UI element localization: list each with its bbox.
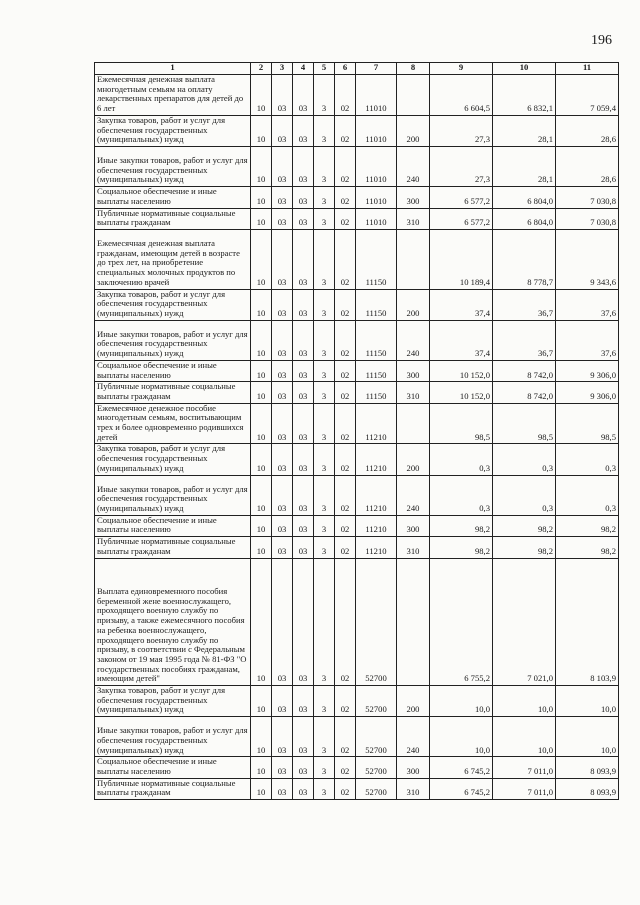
amount-year2-cell: 6 804,0 — [493, 208, 556, 229]
event-code-cell: 02 — [335, 403, 356, 444]
program-code-cell: 03 — [293, 558, 314, 686]
event-code-cell: 02 — [335, 686, 356, 717]
amount-year1-cell: 98,2 — [430, 515, 493, 536]
section-code-cell: 10 — [251, 208, 272, 229]
section-code-cell: 10 — [251, 475, 272, 515]
amount-year2-cell: 6 804,0 — [493, 187, 556, 208]
row-name-cell: Ежемесячная денежная выплата гражданам, имеющим детей в возрасте до трех лет, на приобретение специальных молочных продуктов по заключению врачей — [95, 229, 251, 289]
subprogram-code-cell: 3 — [314, 475, 335, 515]
amount-year2-cell: 98,2 — [493, 515, 556, 536]
amount-year1-cell: 27,3 — [430, 146, 493, 186]
subsection-code-cell: 03 — [272, 208, 293, 229]
event-code-cell: 02 — [335, 289, 356, 320]
amount-year3-cell: 0,3 — [556, 444, 619, 475]
subprogram-code-cell: 3 — [314, 515, 335, 536]
section-code-cell: 10 — [251, 360, 272, 381]
amount-year3-cell: 10,0 — [556, 686, 619, 717]
subsection-code-cell: 03 — [272, 757, 293, 778]
amount-year3-cell: 10,0 — [556, 717, 619, 757]
subprogram-code-cell: 3 — [314, 444, 335, 475]
target-code-cell: 11150 — [356, 320, 397, 360]
subprogram-code-cell: 3 — [314, 403, 335, 444]
header-cell: 4 — [293, 63, 314, 75]
row-name-cell: Иные закупки товаров, работ и услуг для обеспечения государственных (муниципальных) нужд — [95, 717, 251, 757]
header-cell: 7 — [356, 63, 397, 75]
subsection-code-cell: 03 — [272, 229, 293, 289]
amount-year2-cell: 8 742,0 — [493, 382, 556, 403]
amount-year3-cell: 7 059,4 — [556, 75, 619, 116]
amount-year1-cell: 6 604,5 — [430, 75, 493, 116]
target-code-cell: 52700 — [356, 757, 397, 778]
table-row — [95, 382, 619, 403]
page-number: 196 — [591, 33, 612, 48]
row-name-cell: Публичные нормативные социальные выплаты гражданам — [95, 778, 251, 799]
subsection-code-cell: 03 — [272, 403, 293, 444]
table-row — [95, 537, 619, 558]
subprogram-code-cell: 3 — [314, 360, 335, 381]
expense-type-cell: 200 — [397, 115, 430, 146]
amount-year3-cell: 28,6 — [556, 115, 619, 146]
target-code-cell: 11150 — [356, 360, 397, 381]
expense-type-cell — [397, 403, 430, 444]
event-code-cell: 02 — [335, 320, 356, 360]
target-code-cell: 52700 — [356, 778, 397, 799]
table-row — [95, 360, 619, 381]
amount-year3-cell: 98,2 — [556, 515, 619, 536]
header-cell: 10 — [493, 63, 556, 75]
subprogram-code-cell: 3 — [314, 778, 335, 799]
subprogram-code-cell: 3 — [314, 686, 335, 717]
subsection-code-cell: 03 — [272, 382, 293, 403]
event-code-cell: 02 — [335, 778, 356, 799]
section-code-cell: 10 — [251, 229, 272, 289]
amount-year2-cell: 7 011,0 — [493, 757, 556, 778]
subprogram-code-cell: 3 — [314, 320, 335, 360]
table-body — [95, 75, 619, 800]
amount-year1-cell: 10 152,0 — [430, 382, 493, 403]
table-row — [95, 558, 619, 686]
table-row — [95, 289, 619, 320]
row-name-cell: Выплата единовременного пособия беременной жене военнослужащего, проходящего военную службу по призыву, а также ежемесячного пособия на ребенка военнослужащего, проходящего военную службу по призыву, в соответствии с Федеральным законом от 19 мая 1995 года № 81-ФЗ "О государственных пособиях гражданам, имеющим детей" — [95, 558, 251, 686]
amount-year2-cell: 8 778,7 — [493, 229, 556, 289]
amount-year2-cell: 8 742,0 — [493, 360, 556, 381]
subprogram-code-cell: 3 — [314, 537, 335, 558]
event-code-cell: 02 — [335, 558, 356, 686]
subprogram-code-cell: 3 — [314, 558, 335, 686]
amount-year2-cell: 0,3 — [493, 444, 556, 475]
section-code-cell: 10 — [251, 444, 272, 475]
amount-year2-cell: 6 832,1 — [493, 75, 556, 116]
amount-year2-cell: 28,1 — [493, 115, 556, 146]
section-code-cell: 10 — [251, 515, 272, 536]
event-code-cell: 02 — [335, 717, 356, 757]
target-code-cell: 11010 — [356, 146, 397, 186]
amount-year1-cell: 10 152,0 — [430, 360, 493, 381]
table-row — [95, 115, 619, 146]
target-code-cell: 52700 — [356, 558, 397, 686]
event-code-cell: 02 — [335, 382, 356, 403]
table-row — [95, 515, 619, 536]
expense-type-cell — [397, 558, 430, 686]
table-row — [95, 686, 619, 717]
event-code-cell: 02 — [335, 75, 356, 116]
target-code-cell: 52700 — [356, 717, 397, 757]
subprogram-code-cell: 3 — [314, 146, 335, 186]
program-code-cell: 03 — [293, 115, 314, 146]
target-code-cell: 11010 — [356, 187, 397, 208]
row-name-cell: Публичные нормативные социальные выплаты гражданам — [95, 208, 251, 229]
subprogram-code-cell: 3 — [314, 229, 335, 289]
subsection-code-cell: 03 — [272, 360, 293, 381]
row-name-cell: Иные закупки товаров, работ и услуг для обеспечения государственных (муниципальных) нужд — [95, 146, 251, 186]
table-row — [95, 403, 619, 444]
header-cell: 8 — [397, 63, 430, 75]
program-code-cell: 03 — [293, 208, 314, 229]
section-code-cell: 10 — [251, 757, 272, 778]
program-code-cell: 03 — [293, 537, 314, 558]
row-name-cell: Социальное обеспечение и иные выплаты населению — [95, 360, 251, 381]
amount-year3-cell: 37,6 — [556, 289, 619, 320]
expense-type-cell: 200 — [397, 444, 430, 475]
amount-year3-cell: 8 103,9 — [556, 558, 619, 686]
expense-type-cell: 310 — [397, 537, 430, 558]
table-row — [95, 320, 619, 360]
program-code-cell: 03 — [293, 75, 314, 116]
subsection-code-cell: 03 — [272, 686, 293, 717]
expense-type-cell — [397, 229, 430, 289]
subprogram-code-cell: 3 — [314, 382, 335, 403]
amount-year1-cell: 98,5 — [430, 403, 493, 444]
amount-year1-cell: 37,4 — [430, 289, 493, 320]
section-code-cell: 10 — [251, 320, 272, 360]
row-name-cell: Закупка товаров, работ и услуг для обеспечения государственных (муниципальных) нужд — [95, 289, 251, 320]
table-row — [95, 146, 619, 186]
amount-year1-cell: 6 745,2 — [430, 757, 493, 778]
expense-type-cell: 300 — [397, 187, 430, 208]
target-code-cell: 52700 — [356, 686, 397, 717]
amount-year1-cell: 6 755,2 — [430, 558, 493, 686]
subsection-code-cell: 03 — [272, 289, 293, 320]
subprogram-code-cell: 3 — [314, 115, 335, 146]
amount-year2-cell: 10,0 — [493, 686, 556, 717]
section-code-cell: 10 — [251, 717, 272, 757]
row-name-cell: Закупка товаров, работ и услуг для обеспечения государственных (муниципальных) нужд — [95, 686, 251, 717]
header-cell: 5 — [314, 63, 335, 75]
program-code-cell: 03 — [293, 515, 314, 536]
amount-year2-cell: 7 021,0 — [493, 558, 556, 686]
event-code-cell: 02 — [335, 515, 356, 536]
amount-year1-cell: 0,3 — [430, 475, 493, 515]
expense-type-cell: 200 — [397, 686, 430, 717]
event-code-cell: 02 — [335, 475, 356, 515]
target-code-cell: 11210 — [356, 403, 397, 444]
row-name-cell: Ежемесячное денежное пособие многодетным семьям, воспитывающим трех и более одновременно родившихся детей — [95, 403, 251, 444]
row-name-cell: Закупка товаров, работ и услуг для обеспечения государственных (муниципальных) нужд — [95, 115, 251, 146]
row-name-cell: Публичные нормативные социальные выплаты гражданам — [95, 382, 251, 403]
expense-type-cell: 200 — [397, 289, 430, 320]
program-code-cell: 03 — [293, 686, 314, 717]
subsection-code-cell: 03 — [272, 778, 293, 799]
expense-type-cell: 310 — [397, 382, 430, 403]
amount-year3-cell: 9 306,0 — [556, 360, 619, 381]
subsection-code-cell: 03 — [272, 515, 293, 536]
subprogram-code-cell: 3 — [314, 289, 335, 320]
row-name-cell: Иные закупки товаров, работ и услуг для обеспечения государственных (муниципальных) нужд — [95, 475, 251, 515]
row-name-cell: Ежемесячная денежная выплата многодетным семьям на оплату лекарственных препаратов для детей до 6 лет — [95, 75, 251, 116]
row-name-cell: Социальное обеспечение и иные выплаты населению — [95, 757, 251, 778]
header-cell: 11 — [556, 63, 619, 75]
expense-type-cell: 240 — [397, 475, 430, 515]
subsection-code-cell: 03 — [272, 558, 293, 686]
table-row — [95, 75, 619, 116]
row-name-cell: Публичные нормативные социальные выплаты гражданам — [95, 537, 251, 558]
amount-year1-cell: 27,3 — [430, 115, 493, 146]
target-code-cell: 11010 — [356, 115, 397, 146]
target-code-cell: 11150 — [356, 229, 397, 289]
header-cell: 6 — [335, 63, 356, 75]
program-code-cell: 03 — [293, 320, 314, 360]
amount-year3-cell: 8 093,9 — [556, 757, 619, 778]
subprogram-code-cell: 3 — [314, 208, 335, 229]
subsection-code-cell: 03 — [272, 115, 293, 146]
program-code-cell: 03 — [293, 360, 314, 381]
expense-type-cell: 240 — [397, 146, 430, 186]
program-code-cell: 03 — [293, 403, 314, 444]
target-code-cell: 11210 — [356, 475, 397, 515]
program-code-cell: 03 — [293, 146, 314, 186]
amount-year2-cell: 98,5 — [493, 403, 556, 444]
event-code-cell: 02 — [335, 537, 356, 558]
expense-type-cell: 300 — [397, 515, 430, 536]
program-code-cell: 03 — [293, 382, 314, 403]
event-code-cell: 02 — [335, 115, 356, 146]
amount-year2-cell: 98,2 — [493, 537, 556, 558]
table-row — [95, 717, 619, 757]
target-code-cell: 11210 — [356, 515, 397, 536]
event-code-cell: 02 — [335, 444, 356, 475]
expense-type-cell: 300 — [397, 360, 430, 381]
subprogram-code-cell: 3 — [314, 757, 335, 778]
amount-year2-cell: 10,0 — [493, 717, 556, 757]
amount-year1-cell: 98,2 — [430, 537, 493, 558]
amount-year1-cell: 10 189,4 — [430, 229, 493, 289]
header-cell: 9 — [430, 63, 493, 75]
header-cell: 2 — [251, 63, 272, 75]
section-code-cell: 10 — [251, 115, 272, 146]
amount-year3-cell: 0,3 — [556, 475, 619, 515]
amount-year3-cell: 98,2 — [556, 537, 619, 558]
subsection-code-cell: 03 — [272, 537, 293, 558]
event-code-cell: 02 — [335, 360, 356, 381]
table-row — [95, 778, 619, 799]
target-code-cell: 11210 — [356, 537, 397, 558]
row-name-cell: Иные закупки товаров, работ и услуг для обеспечения государственных (муниципальных) нужд — [95, 320, 251, 360]
subsection-code-cell: 03 — [272, 187, 293, 208]
program-code-cell: 03 — [293, 778, 314, 799]
section-code-cell: 10 — [251, 75, 272, 116]
target-code-cell: 11210 — [356, 444, 397, 475]
section-code-cell: 10 — [251, 187, 272, 208]
event-code-cell: 02 — [335, 187, 356, 208]
amount-year3-cell: 8 093,9 — [556, 778, 619, 799]
amount-year2-cell: 36,7 — [493, 289, 556, 320]
subsection-code-cell: 03 — [272, 444, 293, 475]
section-code-cell: 10 — [251, 382, 272, 403]
section-code-cell: 10 — [251, 289, 272, 320]
amount-year3-cell: 37,6 — [556, 320, 619, 360]
subsection-code-cell: 03 — [272, 717, 293, 757]
target-code-cell: 11010 — [356, 208, 397, 229]
amount-year3-cell: 9 306,0 — [556, 382, 619, 403]
section-code-cell: 10 — [251, 558, 272, 686]
budget-table — [94, 62, 619, 800]
program-code-cell: 03 — [293, 289, 314, 320]
table-row — [95, 444, 619, 475]
table-row — [95, 757, 619, 778]
subsection-code-cell: 03 — [272, 75, 293, 116]
event-code-cell: 02 — [335, 146, 356, 186]
event-code-cell: 02 — [335, 757, 356, 778]
header-row — [95, 63, 619, 75]
target-code-cell: 11150 — [356, 289, 397, 320]
program-code-cell: 03 — [293, 717, 314, 757]
row-name-cell: Социальное обеспечение и иные выплаты населению — [95, 515, 251, 536]
table-row — [95, 187, 619, 208]
expense-type-cell: 310 — [397, 208, 430, 229]
amount-year3-cell: 9 343,6 — [556, 229, 619, 289]
program-code-cell: 03 — [293, 475, 314, 515]
target-code-cell: 11010 — [356, 75, 397, 116]
target-code-cell: 11150 — [356, 382, 397, 403]
amount-year1-cell: 37,4 — [430, 320, 493, 360]
program-code-cell: 03 — [293, 187, 314, 208]
expense-type-cell: 240 — [397, 717, 430, 757]
amount-year1-cell: 10,0 — [430, 717, 493, 757]
event-code-cell: 02 — [335, 208, 356, 229]
expense-type-cell: 240 — [397, 320, 430, 360]
section-code-cell: 10 — [251, 686, 272, 717]
subprogram-code-cell: 3 — [314, 75, 335, 116]
subsection-code-cell: 03 — [272, 146, 293, 186]
program-code-cell: 03 — [293, 229, 314, 289]
row-name-cell: Социальное обеспечение и иные выплаты населению — [95, 187, 251, 208]
amount-year2-cell: 0,3 — [493, 475, 556, 515]
subprogram-code-cell: 3 — [314, 717, 335, 757]
amount-year1-cell: 6 577,2 — [430, 208, 493, 229]
header-cell: 1 — [95, 63, 251, 75]
amount-year1-cell: 10,0 — [430, 686, 493, 717]
row-name-cell: Закупка товаров, работ и услуг для обеспечения государственных (муниципальных) нужд — [95, 444, 251, 475]
section-code-cell: 10 — [251, 537, 272, 558]
amount-year1-cell: 0,3 — [430, 444, 493, 475]
subprogram-code-cell: 3 — [314, 187, 335, 208]
table-row — [95, 475, 619, 515]
amount-year3-cell: 7 030,8 — [556, 208, 619, 229]
amount-year2-cell: 36,7 — [493, 320, 556, 360]
subsection-code-cell: 03 — [272, 475, 293, 515]
expense-type-cell: 310 — [397, 778, 430, 799]
subsection-code-cell: 03 — [272, 320, 293, 360]
amount-year1-cell: 6 577,2 — [430, 187, 493, 208]
section-code-cell: 10 — [251, 403, 272, 444]
amount-year3-cell: 98,5 — [556, 403, 619, 444]
section-code-cell: 10 — [251, 778, 272, 799]
table-row — [95, 208, 619, 229]
amount-year3-cell: 7 030,8 — [556, 187, 619, 208]
expense-type-cell: 300 — [397, 757, 430, 778]
amount-year3-cell: 28,6 — [556, 146, 619, 186]
amount-year2-cell: 7 011,0 — [493, 778, 556, 799]
program-code-cell: 03 — [293, 444, 314, 475]
table-row — [95, 229, 619, 289]
amount-year2-cell: 28,1 — [493, 146, 556, 186]
expense-type-cell — [397, 75, 430, 116]
amount-year1-cell: 6 745,2 — [430, 778, 493, 799]
section-code-cell: 10 — [251, 146, 272, 186]
header-cell: 3 — [272, 63, 293, 75]
program-code-cell: 03 — [293, 757, 314, 778]
event-code-cell: 02 — [335, 229, 356, 289]
